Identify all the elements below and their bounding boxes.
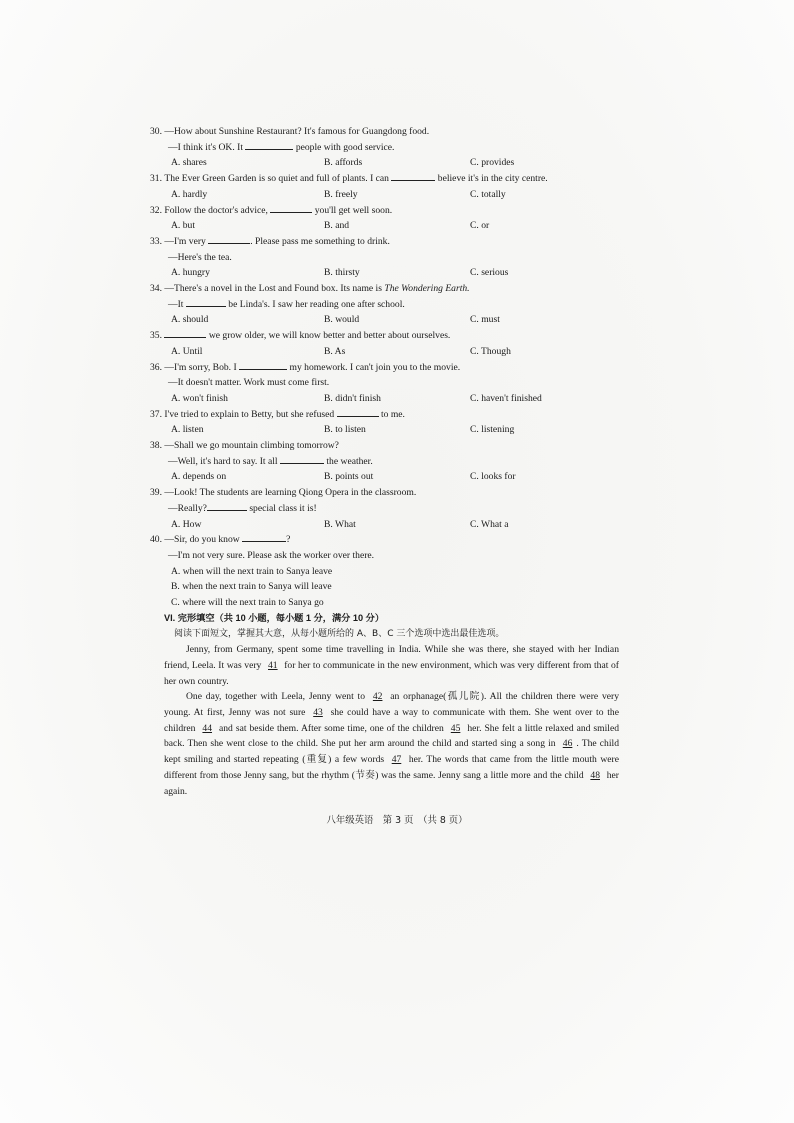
- question-33: [150, 234, 625, 281]
- question-stem: my homework. I can't join you to the movie.: [289, 361, 461, 373]
- option-a: A. should: [171, 314, 209, 326]
- question-31: [150, 171, 625, 202]
- answer-blank: [242, 532, 286, 542]
- passage-text: One day, together with Leela, Jenny went to: [186, 691, 366, 703]
- section-instruction: 阅读下面短文，掌握其大意，从每小题所给的 A、B、C 三个选项中选出最佳选项。: [174, 628, 505, 639]
- option-b: B. and: [324, 220, 350, 232]
- option-c: C. must: [470, 314, 500, 326]
- question-stem: the weather.: [326, 455, 373, 467]
- question-40: [150, 532, 625, 611]
- question-number: 36.: [150, 361, 162, 373]
- question-stem: I've tried to explain to Betty, but she refused: [164, 408, 335, 420]
- question-39: [150, 485, 625, 532]
- question-stem: —How about Sunshine Restaurant? It's famous for Guangdong food.: [164, 126, 430, 137]
- option-c: C. looks for: [470, 471, 516, 483]
- option-b: B. didn't finish: [324, 392, 381, 404]
- option-b: B. affords: [324, 157, 363, 169]
- option-c: C. where will the next train to Sanya go: [171, 597, 324, 609]
- question-stem: Follow the doctor's advice,: [164, 204, 268, 216]
- passage-text: she could have a way to communicate with them. She went over to the children: [164, 707, 619, 734]
- passage-text: her. She felt a little relaxed and smiled back. Then she went close to the child. She put her arm around the child and started sing a song in: [164, 722, 619, 750]
- option-b: B. to listen: [324, 424, 366, 436]
- question-number: 30.: [150, 126, 162, 137]
- cloze-blank-46: 46: [562, 738, 573, 750]
- question-34: [150, 281, 625, 328]
- exam-content: [150, 124, 625, 799]
- question-number: 33.: [150, 235, 162, 247]
- option-a: A. hungry: [171, 267, 210, 279]
- question-stem: —I'm sorry, Bob. I: [164, 361, 237, 373]
- page-footer: 八年级英语 第 3 页 （共 8 页）: [326, 815, 468, 826]
- option-a: A. listen: [171, 424, 204, 436]
- question-stem: ?: [286, 534, 291, 546]
- passage-text: an orphanage(孤儿院). All the children there were very young. At first, Jenny was not sure: [164, 691, 620, 719]
- cloze-blank-45: 45: [450, 722, 461, 734]
- option-b: B. points out: [324, 471, 374, 483]
- section-title: VI. 完形填空（共 10 小题，每小题 1 分，满分 10 分）: [164, 612, 385, 623]
- answer-blank: [208, 234, 250, 244]
- option-b: B. What: [324, 518, 356, 530]
- question-stem: The Ever Green Garden is so quiet and full of plants. I can: [164, 173, 389, 185]
- option-c: C. listening: [470, 424, 515, 436]
- option-b: B. would: [324, 314, 360, 326]
- cloze-passage: [164, 642, 619, 799]
- question-stem: believe it's in the city centre.: [437, 173, 548, 185]
- option-b: B. when the next train to Sanya will leave: [171, 581, 332, 593]
- passage-text: Jenny, from Germany, spent some time travelling in India. While she was there, she stayed with her Indian friend, Leela. It was very: [164, 644, 619, 671]
- option-a: A. won't finish: [171, 392, 228, 404]
- passage-paragraph-1: [164, 642, 619, 689]
- cloze-blank-44: 44: [202, 722, 213, 734]
- question-stem: —Look! The students are learning Qiong Opera in the classroom.: [164, 487, 417, 499]
- passage-paragraph-2: [164, 689, 619, 799]
- question-37: [150, 407, 625, 438]
- question-stem: —I'm not very sure. Please ask the worker over there.: [168, 549, 375, 561]
- option-a: A. but: [171, 220, 195, 232]
- question-stem: —Well, it's hard to say. It all: [168, 455, 278, 467]
- option-c: C. What a: [470, 518, 509, 530]
- question-number: 38.: [150, 440, 162, 452]
- cloze-blank-43: 43: [313, 707, 323, 719]
- question-number: 34.: [150, 283, 162, 295]
- option-a: A. shares: [171, 157, 207, 169]
- question-stem: —It doesn't matter. Work must come first.: [168, 377, 330, 389]
- option-c: C. serious: [470, 267, 509, 279]
- question-stem: —There's a novel in the Lost and Found box. Its name is: [164, 283, 382, 295]
- option-b: B. As: [324, 345, 346, 357]
- option-b: B. thirsty: [324, 267, 360, 279]
- question-number: 31.: [150, 173, 162, 185]
- question-stem: you'll get well soon.: [314, 204, 393, 216]
- question-stem: we grow older, we will know better and better about ourselves.: [208, 330, 451, 342]
- option-c: C. haven't finished: [470, 392, 542, 404]
- question-stem: —I'm very: [164, 235, 206, 247]
- cloze-blank-42: 42: [372, 691, 383, 703]
- question-stem: —Really?: [168, 502, 207, 514]
- option-a: A. hardly: [171, 188, 208, 200]
- question-number: 37.: [150, 408, 162, 420]
- passage-text: for her to communicate in the new environment, which was very different from that of her own country.: [164, 659, 619, 687]
- answer-blank: [280, 454, 324, 464]
- cloze-blank-47: 47: [391, 754, 402, 766]
- question-stem: —I think it's OK. It: [168, 141, 244, 153]
- question-30: [150, 124, 625, 171]
- passage-text: and sat beside them. After some time, one of the children: [219, 722, 444, 734]
- question-number: 39.: [150, 487, 162, 499]
- answer-blank: [164, 328, 206, 338]
- cloze-blank-41: 41: [268, 659, 278, 671]
- answer-blank: [337, 407, 379, 417]
- answer-blank: [245, 140, 293, 150]
- cloze-blank-48: 48: [590, 769, 600, 781]
- question-stem: . Please pass me something to drink.: [250, 235, 390, 247]
- question-stem: people with good service.: [295, 141, 395, 153]
- answer-blank: [391, 171, 435, 181]
- option-a: A. when will the next train to Sanya leave: [171, 565, 333, 577]
- question-stem: to me.: [380, 408, 405, 420]
- option-c: C. or: [470, 220, 490, 232]
- question-number: 35.: [150, 330, 162, 342]
- option-c: C. provides: [470, 157, 515, 169]
- question-number: 32.: [150, 204, 162, 216]
- option-c: C. Though: [470, 345, 511, 357]
- option-c: C. totally: [470, 188, 506, 200]
- question-36: [150, 360, 625, 407]
- answer-blank: [207, 501, 247, 511]
- answer-blank: [239, 360, 287, 370]
- question-32: [150, 203, 625, 234]
- answer-blank: [186, 297, 226, 307]
- option-a: A. How: [171, 518, 202, 530]
- question-stem: —Shall we go mountain climbing tomorrow?: [164, 440, 339, 452]
- question-stem: —Here's the tea.: [168, 251, 232, 263]
- question-stem: —Sir, do you know: [164, 534, 240, 546]
- question-35: [150, 328, 625, 359]
- option-a: A. depends on: [171, 471, 227, 483]
- question-stem: —It: [168, 298, 184, 310]
- novel-title: The Wondering Earth.: [384, 283, 470, 295]
- passage-text: her again.: [164, 769, 619, 797]
- question-stem: special class it is!: [249, 502, 317, 514]
- question-stem: be Linda's. I saw her reading one after school.: [228, 298, 405, 310]
- passage-text: . The child kept smiling and started repeating (重复) a few words: [164, 738, 619, 766]
- answer-blank: [270, 203, 312, 213]
- option-b: B. freely: [324, 188, 358, 200]
- option-a: A. Until: [171, 345, 203, 357]
- question-38: [150, 438, 625, 485]
- question-number: 40.: [150, 534, 162, 546]
- passage-text: her. The words that came from the little mouth were different from those Jenny sang, but the rhythm (节奏) was the same. Jenny sang a little more and the child: [164, 754, 619, 781]
